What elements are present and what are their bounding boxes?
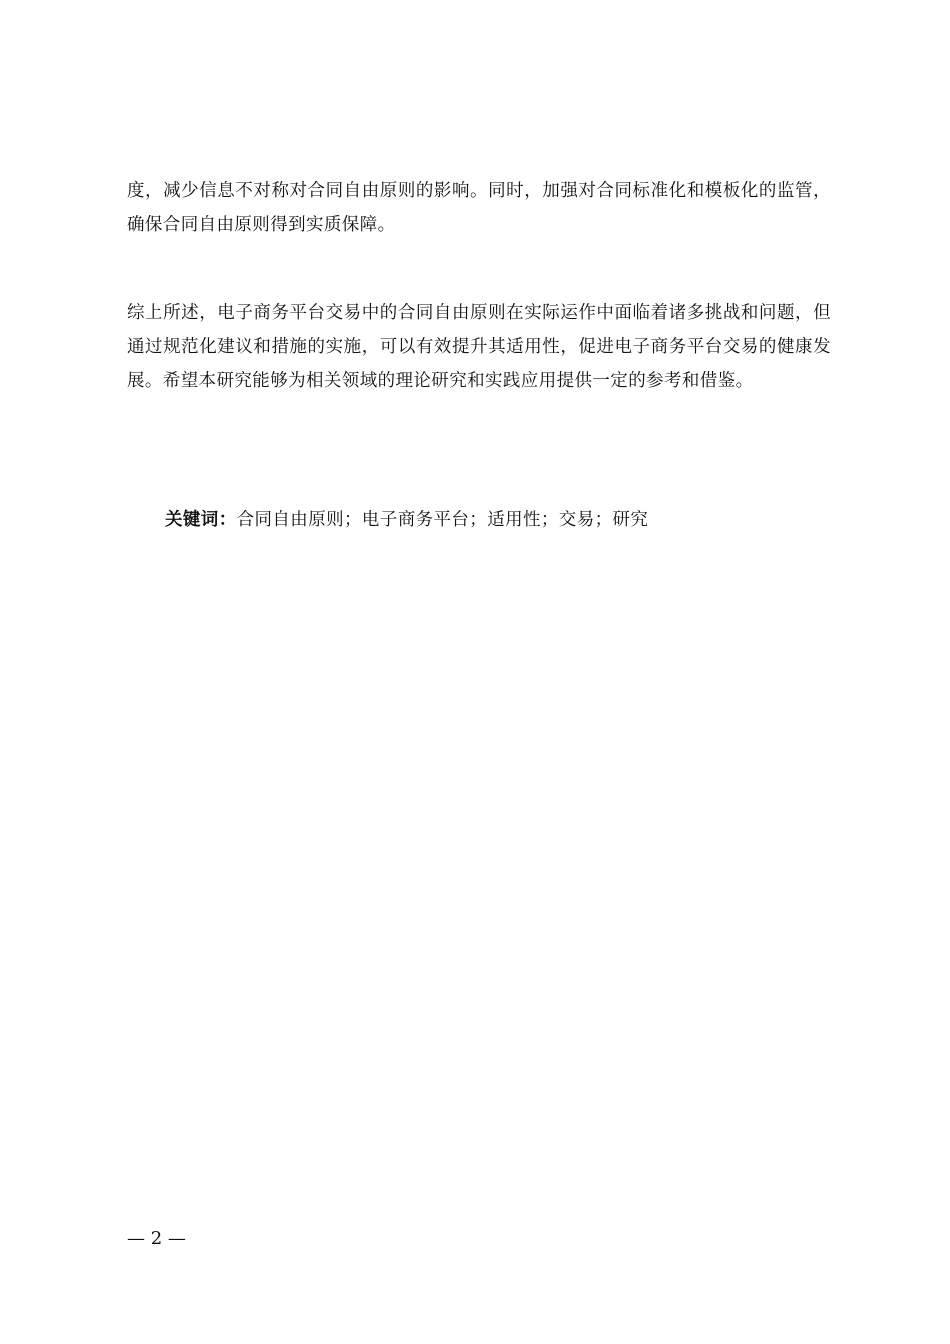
body-paragraph-1: 度，减少信息不对称对合同自由原则的影响。同时，加强对合同标准化和模板化的监管，确保合同自由原则得到实质保障。	[127, 181, 831, 235]
body-paragraph-2: 综上所述，电子商务平台交易中的合同自由原则在实际运作中面临着诸多挑战和问题，但通过规范化建议和措施的实施，可以有效提升其适用性，促进电子商务平台交易的健康发展。希望本研究能够为相关领域的理论研究和实践应用提供一定的参考和借鉴。	[127, 303, 831, 391]
keywords-line	[165, 503, 648, 537]
keywords-label: 关键词：	[165, 510, 237, 530]
keywords-text: 合同自由原则；电子商务平台；适用性；交易；研究	[236, 510, 649, 530]
page-number: — 2 —	[127, 1228, 186, 1249]
